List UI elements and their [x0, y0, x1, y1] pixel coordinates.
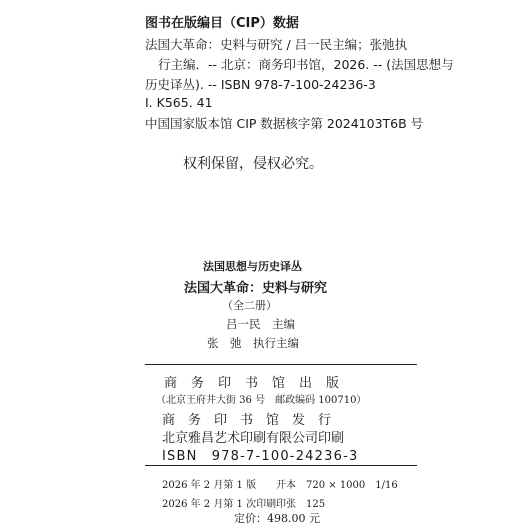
format-spec: 开本 720 × 1000 1/16 — [276, 480, 398, 491]
isbn: ISBN 978-7-100-24236-3 — [162, 449, 359, 464]
cip-line-3: 历史译丛). -- ISBN 978-7-100-24236-3 — [145, 77, 376, 92]
rights-notice: 权利保留，侵权必究。 — [183, 156, 323, 172]
edition-date: 2026 年 2 月第 1 版 — [162, 480, 257, 491]
bottom-rule — [145, 465, 417, 466]
cip-line-2: 行主编．-- 北京：商务印书馆，2026. -- (法国思想与 — [158, 57, 454, 72]
volume-note: （全二册） — [222, 299, 277, 312]
price: 定价：498.00 元 — [234, 512, 320, 525]
printing-date: 2026 年 2 月第 1 次印刷 — [162, 499, 277, 510]
executive-editor: 张 弛 执行主编 — [207, 336, 299, 350]
cip-line-1: 法国大革命：史料与研究 / 吕一民主编；张弛执 — [145, 37, 408, 52]
publisher-issuer: 商务印书馆发行 — [162, 413, 345, 428]
printer-name: 北京雅昌艺术印刷有限公司印刷 — [162, 431, 345, 446]
printed-sheets: 印张 125 — [276, 499, 326, 510]
top-rule — [145, 364, 417, 365]
series-name: 法国思想与历史译丛 — [203, 260, 302, 273]
publisher-address: （北京王府井大街 36 号 邮政编码 100710） — [156, 395, 367, 406]
cip-line-4: I. K565. 41 — [145, 95, 213, 110]
publisher-name: 商务印书馆出版 — [164, 376, 354, 391]
cip-line-5: 中国国家版本馆 CIP 数据核字第 2024103T6B 号 — [145, 116, 424, 131]
cip-title: 图书在版编目（CIP）数据 — [145, 16, 299, 31]
book-title: 法国大革命：史料与研究 — [184, 281, 328, 296]
chief-editor: 吕一民 主编 — [226, 317, 295, 331]
